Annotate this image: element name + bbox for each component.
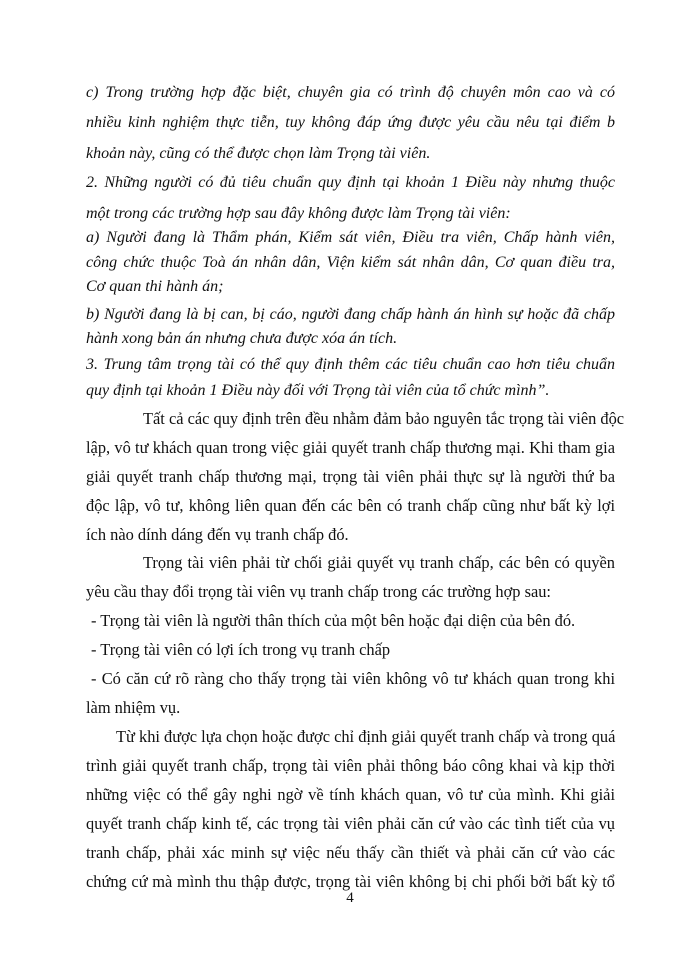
disclosure-line-1: Từ khi được lựa chọn hoặc được chỉ định giải quyết tranh chấp và trong quá [116,727,616,746]
independence-line-5: ích nào dính dáng đến vụ tranh chấp đó. [86,525,349,544]
clause-2-line-2: một trong các trường hợp sau đây không được làm Trọng tài viên: [86,205,511,222]
clause-2b-line-1: b) Người đang là bị can, bị cáo, người đang chấp hành án hình sự hoặc đã chấp [86,306,615,323]
refusal-line-1: Trọng tài viên phải từ chối giải quyết vụ tranh chấp, các bên có quyền [143,553,615,572]
list-item: - Trọng tài viên là người thân thích của một bên hoặc đại diện của bên đó. [91,611,576,630]
page-number: 4 [346,890,354,906]
refusal-line-2: yêu cầu thay đổi trọng tài viên vụ tranh chấp trong các trường hợp sau: [86,582,551,601]
independence-line-3: giải quyết tranh chấp thương mại, trọng tài viên phải thực sự là người thứ ba [86,467,615,486]
clause-3-line-1: 3. Trung tâm trọng tài có thể quy định thêm các tiêu chuẩn cao hơn tiêu chuẩn [86,356,615,373]
clause-2b-line-2: hành xong bản án nhưng chưa được xóa án tích. [86,330,398,347]
disclosure-line-4: quyết tranh chấp kinh tế, các trọng tài viên phải căn cứ vào các tình tiết của vụ [86,814,615,833]
list-item: - Có căn cứ rõ ràng cho thấy trọng tài viên không vô tư khách quan trong khi [91,669,615,688]
clause-2a-line-1: a) Người đang là Thẩm phán, Kiểm sát viên, Điều tra viên, Chấp hành viên, [86,229,615,246]
clause-3-line-2: quy định tại khoản 1 Điều này đối với Trọng tài viên của tổ chức mình”. [86,382,550,399]
disclosure-line-3: những việc có thể gây nghi ngờ về tính khách quan, vô tư của mình. Khi giải [86,785,615,804]
list-item-continuation: làm nhiệm vụ. [86,698,181,717]
point-c-line-1: c) Trong trường hợp đặc biệt, chuyên gia có trình độ chuyên môn cao và có [86,84,615,101]
list-item: - Trọng tài viên có lợi ích trong vụ tranh chấp [91,640,391,659]
disclosure-line-2: trình giải quyết tranh chấp, trọng tài viên phải thông báo công khai và kịp thời [86,756,615,775]
point-c-line-3: khoản này, cũng có thể được chọn làm Trọng tài viên. [86,145,431,162]
independence-line-1: Tất cả các quy định trên đều nhằm đảm bảo nguyên tắc trọng tài viên độc [143,409,625,428]
point-c-line-2: nhiều kinh nghiệm thực tiễn, tuy không đáp ứng được yêu cầu nêu tại điểm b [86,114,615,131]
independence-line-4: độc lập, vô tư, không liên quan đến các bên có tranh chấp cũng như bất kỳ lợi [86,496,615,515]
clause-2-line-1: 2. Những người có đủ tiêu chuẩn quy định tại khoản 1 Điều này nhưng thuộc [86,174,615,191]
clause-2a-line-3: Cơ quan thi hành án; [86,278,224,295]
clause-2a-line-2: công chức thuộc Toà án nhân dân, Viện kiểm sát nhân dân, Cơ quan điều tra, [86,254,615,271]
disclosure-line-6: chứng cứ mà mình thu thập được, trọng tài viên không bị chi phối bởi bất kỳ tổ [86,872,615,891]
disclosure-line-5: tranh chấp, phải xác minh sự việc nếu thấy cần thiết và phải căn cứ vào các [86,843,615,862]
independence-line-2: lập, vô tư khách quan trong việc giải quyết tranh chấp thương mại. Khi tham gia [86,438,615,457]
